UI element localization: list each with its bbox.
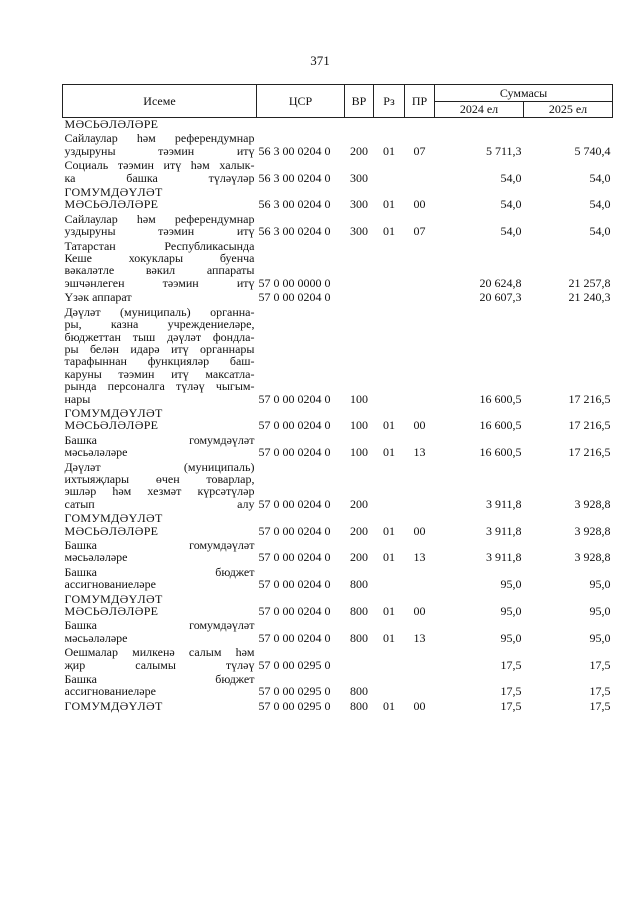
row-name-line: ассигнованиеләре [64,577,156,592]
row-csr: 57 0 00 0204 0 [258,496,331,511]
row-vr: 800 [350,604,368,619]
header-csr: ЦСР [257,85,345,118]
row-rz [374,671,405,698]
row-value-2024: 16 600,5 [479,418,522,433]
table-row [63,118,613,131]
row-name [63,432,257,459]
row-name-line: Дәүләт (муниципаль) органна- [64,304,255,319]
row-vr [345,644,374,671]
row-vr: 300 [350,224,368,239]
row-value-2024: 95,0 [500,630,522,645]
row-vr: 800 [350,684,368,699]
row-value-2025: 21 240,3 [568,290,611,305]
row-name [63,157,257,184]
header-name: Исеме [63,85,257,118]
row-rz: 01 [383,604,395,619]
row-value-2025 [524,118,613,131]
row-csr: 56 3 00 0204 0 [258,143,331,158]
row-name-line: ГОМУМДӘҮЛӘТ [64,511,163,526]
row-rz: 01 [383,698,395,713]
row-rz [374,118,405,131]
row-pr [405,564,435,591]
row-value-2025: 5 740,4 [574,143,611,158]
row-csr: 57 0 00 0204 0 [258,290,331,305]
row-value-2025: 3 928,8 [574,496,611,511]
row-name-line: мәсьәләләре [64,445,128,460]
row-name-line: Үзәк аппарат [64,290,132,305]
row-name-line: Сайлаулар һәм референдумнар [64,211,255,226]
row-name-line: Дәүләт (муниципаль) [64,459,255,474]
row-vr: 300 [350,170,368,185]
table-row [63,405,613,432]
header-rz: Рз [374,85,405,118]
row-value-2024 [435,118,524,131]
row-name [63,238,257,290]
row-value-2024: 3 911,8 [485,550,522,565]
row-csr: 57 0 00 0204 0 [258,418,331,433]
row-value-2025: 17 216,5 [568,445,611,460]
row-name-line: уздыруны тәэмин итү [64,143,255,158]
table-row [63,564,613,591]
row-name [63,211,257,238]
row-name-line: Башка бюджет [64,564,255,579]
table-row [63,591,613,618]
row-name [63,304,257,405]
row-name-line: ка башка түләүләр [64,170,255,185]
row-vr [345,289,374,303]
row-value-2024: 17,5 [500,684,522,699]
row-pr [405,157,435,184]
table-row [63,211,613,238]
row-value-2024: 17,5 [500,657,522,672]
row-name-line: ГОМУМДӘҮЛӘТ [64,698,163,713]
row-vr: 100 [350,391,368,406]
row-rz: 01 [383,143,395,158]
row-vr [345,118,374,131]
row-pr: 13 [413,550,426,565]
row-value-2025: 3 928,8 [574,523,611,538]
row-name-line: уздыруны тәэмин итү [64,224,255,239]
row-name [63,405,257,432]
row-vr: 200 [350,550,368,565]
row-name-line: рында персоналга түләү чыгым- [64,379,255,394]
row-name-line: МӘСЬӘЛӘЛӘРЕ [64,523,159,538]
row-value-2024: 20 607,3 [479,290,522,305]
row-rz [374,157,405,184]
table-row [63,238,613,290]
row-pr: 07 [413,143,426,158]
row-name-line: ассигнованиеләре [64,684,156,699]
row-value-2025: 17,5 [589,657,611,672]
row-name-line: Башка гомумдәүләт [64,538,255,552]
table-body [63,118,613,713]
row-vr: 100 [350,445,368,460]
row-value-2025: 95,0 [589,604,611,619]
table-row [63,459,613,511]
row-rz [374,304,405,405]
row-name [63,564,257,591]
row-value-2025: 54,0 [589,197,611,212]
row-pr: 00 [413,418,426,433]
row-value-2025: 17 216,5 [568,418,611,433]
page-number: 371 [310,53,330,68]
row-name-line: вәкаләтле вәкил аппараты [64,263,255,278]
row-name-line: бюджеттан тыш дәүләт фондла- [64,329,255,344]
row-pr: 13 [413,630,426,645]
table-row [63,537,613,564]
row-vr [345,238,374,290]
row-csr: 57 0 00 0204 0 [258,577,331,592]
row-value-2025: 21 257,8 [568,275,611,290]
row-name-line: сатып алу [64,496,255,511]
row-rz: 01 [383,418,395,433]
header-vr: ВР [345,85,374,118]
table-row [63,617,613,644]
row-name [63,537,257,564]
row-name-line: ГОМУМДӘҮЛӘТ [64,185,163,200]
row-pr [405,304,435,405]
row-name-line: нары [64,391,91,406]
row-pr [405,289,435,303]
row-name-line: ихтыяҗлары өчен товарлар, [64,471,255,486]
header-year-2024: 2024 ел [435,102,524,118]
row-name [63,698,257,712]
row-csr: 56 3 00 0204 0 [258,224,331,239]
row-pr: 13 [413,445,426,460]
row-csr: 57 0 00 0295 0 [258,657,331,672]
header-pr: ПР [405,85,435,118]
row-pr: 00 [413,698,426,713]
row-name-line: Оешмалар милкенә салым һәм [64,645,255,660]
row-name-line: МӘСЬӘЛӘЛӘРЕ [64,604,159,619]
row-rz: 01 [383,630,395,645]
header-year-2025: 2025 ел [524,102,613,118]
row-name [63,289,257,303]
row-csr: 57 0 00 0204 0 [258,630,331,645]
row-value-2024: 16 600,5 [479,445,522,460]
row-csr: 57 0 00 0204 0 [258,604,331,619]
row-rz: 01 [383,523,395,538]
row-name [63,617,257,644]
table-row [63,289,613,303]
row-value-2024: 5 711,3 [485,143,522,158]
row-name-line: Сайлаулар һәм референдумнар [64,131,255,146]
row-rz: 01 [383,197,395,212]
row-name-line: Башка бюджет [64,672,255,687]
row-value-2025: 17,5 [589,684,611,699]
row-value-2024: 54,0 [500,170,522,185]
row-name-line: ры белән идарә итү органнары [64,341,255,356]
row-name [63,510,257,537]
row-rz [374,238,405,290]
row-vr: 300 [350,197,368,212]
row-pr [405,459,435,511]
row-csr: 57 0 00 0204 0 [258,445,331,460]
row-name [63,118,257,131]
row-rz [374,564,405,591]
row-value-2024: 54,0 [500,224,522,239]
row-value-2025: 95,0 [589,630,611,645]
table-row [63,304,613,405]
row-value-2024: 3 911,8 [485,523,522,538]
row-value-2025: 95,0 [589,577,611,592]
row-name-line: МӘСЬӘЛӘЛӘРЕ [64,117,159,131]
row-name-line: Социаль тәэмин итү һәм халык- [64,158,255,173]
row-rz [374,459,405,511]
table-row [63,157,613,184]
row-name-line: МӘСЬӘЛӘЛӘРЕ [64,197,159,212]
row-csr: 57 0 00 0204 0 [258,550,331,565]
header-sums: Суммасы [435,85,613,102]
row-csr: 57 0 00 0204 0 [258,523,331,538]
row-pr: 00 [413,523,426,538]
row-csr [257,118,345,131]
row-name-line: ГОМУМДӘҮЛӘТ [64,591,163,606]
row-value-2025: 3 928,8 [574,550,611,565]
row-name-line: Башка гомумдәүләт [64,618,255,633]
row-value-2024: 20 624,8 [479,275,522,290]
row-value-2024: 95,0 [500,577,522,592]
row-name [63,184,257,211]
row-vr: 200 [350,496,368,511]
row-name [63,130,257,157]
row-pr: 07 [413,224,426,239]
row-value-2024: 54,0 [500,197,522,212]
row-value-2024: 95,0 [500,604,522,619]
table-row [63,184,613,211]
row-name-line: Кеше хокуклары буенча [64,251,255,266]
row-pr [405,644,435,671]
row-name-line: Башка гомумдәүләт [64,432,255,447]
row-pr [405,238,435,290]
row-name-line: МӘСЬӘЛӘЛӘРЕ [64,418,159,433]
row-name [63,644,257,671]
row-value-2024: 3 911,8 [485,496,522,511]
row-name-line: җир салымы түләү [64,657,255,672]
table-row [63,510,613,537]
row-csr: 57 0 00 0000 0 [258,275,331,290]
row-name-line: ГОМУМДӘҮЛӘТ [64,405,163,420]
row-vr: 200 [350,143,368,158]
row-name-line: эшләр һәм хезмәт күрсәтүләр [64,484,255,499]
table-row [63,644,613,671]
row-name-line: ры, казна учреждениеләре, [64,317,255,332]
row-name [63,591,257,618]
row-value-2025: 54,0 [589,170,611,185]
row-name-line: тарафыннан функцияләр баш- [64,354,255,369]
row-vr: 800 [350,577,368,592]
row-pr [405,671,435,698]
row-rz: 01 [383,224,395,239]
row-value-2024: 16 600,5 [479,391,522,406]
row-csr: 57 0 00 0204 0 [258,391,331,406]
row-name-line: мәсьәләләре [64,550,128,565]
row-pr: 00 [413,197,426,212]
row-name-line: каруны тәэмин итү максатла- [64,366,255,381]
table-row [63,432,613,459]
row-name-line: мәсьәләләре [64,630,128,645]
row-value-2025: 17 216,5 [568,391,611,406]
table-header [63,85,613,118]
row-csr: 57 0 00 0295 0 [258,698,331,713]
table-row [63,130,613,157]
budget-table [62,84,613,712]
row-pr: 00 [413,604,426,619]
row-csr: 56 3 00 0204 0 [258,197,331,212]
row-vr: 800 [350,630,368,645]
row-value-2024: 17,5 [500,698,522,713]
row-value-2025: 54,0 [589,224,611,239]
row-rz: 01 [383,445,395,460]
row-rz [374,289,405,303]
row-name-line: Татарстан Республикасында [64,238,255,253]
row-vr: 100 [350,418,368,433]
row-name [63,459,257,511]
row-csr: 56 3 00 0204 0 [258,170,331,185]
row-vr: 200 [350,523,368,538]
table-row [63,671,613,698]
row-vr: 800 [350,698,368,713]
row-value-2025: 17,5 [589,698,611,713]
row-rz: 01 [383,550,395,565]
row-csr: 57 0 00 0295 0 [258,684,331,699]
row-rz [374,644,405,671]
row-name-line: эшчәнлеген тәэмин итү [64,275,255,290]
table-row [63,698,613,712]
row-pr [405,118,435,131]
row-name [63,671,257,698]
